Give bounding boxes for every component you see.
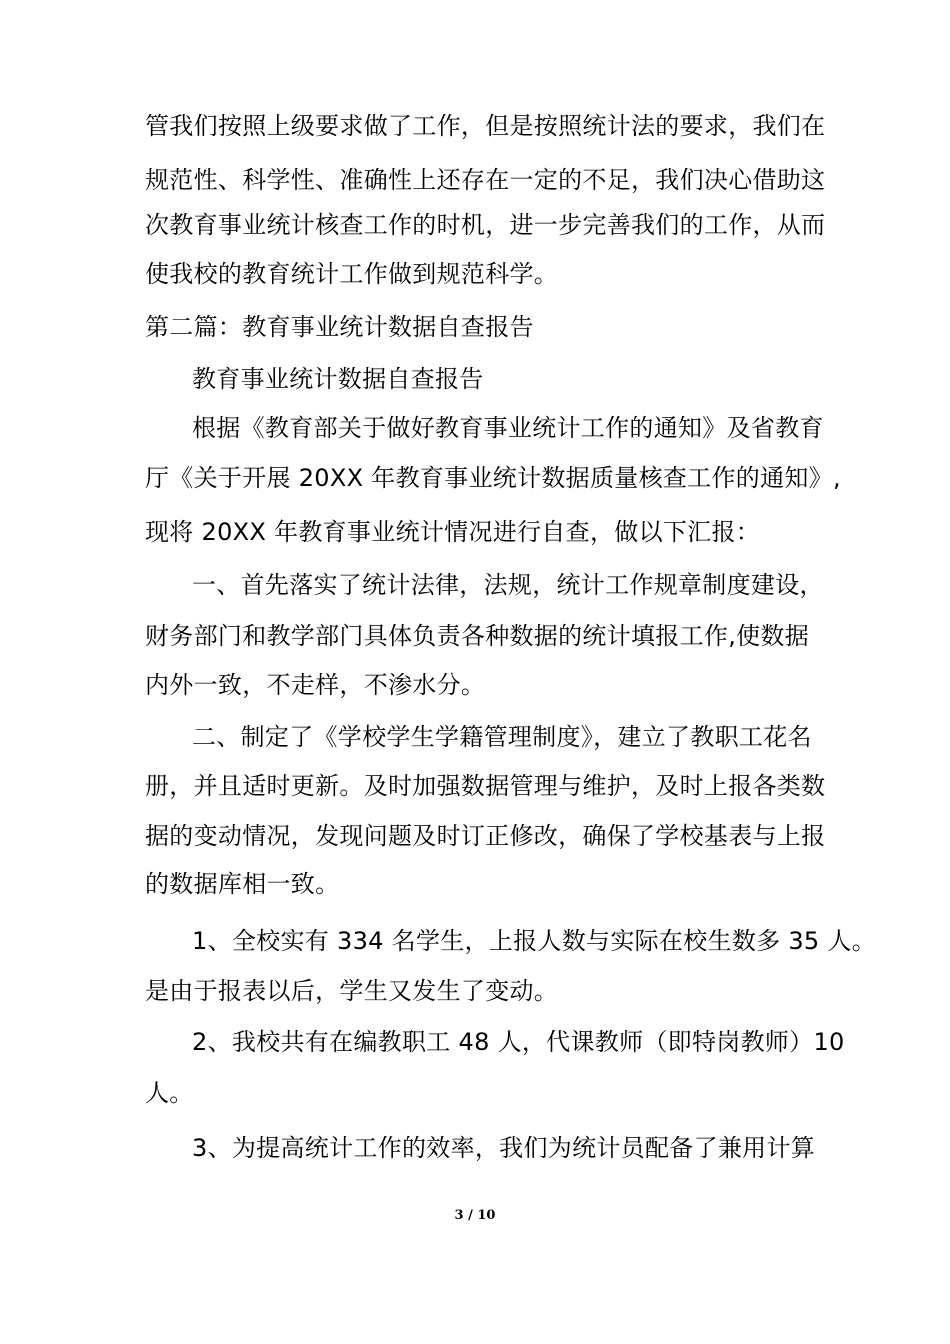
page-number: 3 / 10 xyxy=(454,1208,496,1223)
paragraph-line: 1、全校实有 334 名学生，上报人数与实际在校生数多 35 人。 xyxy=(192,927,877,955)
paragraph-line: 财务部门和教学部门具体负责各种数据的统计填报工作,使数据 xyxy=(145,622,810,650)
paragraph-line: 二、制定了《学校学生学籍管理制度》，建立了教职工花名 xyxy=(192,723,812,751)
paragraph-line: 使我校的教育统计工作做到规范科学。 xyxy=(145,260,559,288)
paragraph-line: 根据《教育部关于做好教育事业统计工作的通知》及省教育 xyxy=(192,414,824,442)
paragraph-line: 的数据库相一致。 xyxy=(145,870,340,898)
paragraph-line: 是由于报表以后，学生又发生了变动。 xyxy=(145,977,559,1005)
paragraph-line: 厅《关于开展 20XX 年教育事业统计数据质量核查工作的通知》, xyxy=(145,464,841,492)
document-title: 教育事业统计数据自查报告 xyxy=(192,365,484,393)
paragraph-line: 据的变动情况，发现问题及时订正修改，确保了学校基表与上报 xyxy=(145,822,826,850)
paragraph-line: 3、为提高统计工作的效率，我们为统计员配备了兼用计算 xyxy=(192,1134,816,1162)
paragraph-line: 一、首先落实了统计法律，法规，统计工作规章制度建设， xyxy=(192,571,824,599)
paragraph-line: 册，并且适时更新。及时加强数据管理与维护，及时上报各类数 xyxy=(145,772,826,800)
paragraph-line: 次教育事业统计核查工作的时机，进一步完善我们的工作，从而 xyxy=(145,211,826,239)
paragraph-line: 人。 xyxy=(145,1079,194,1107)
paragraph-line: 规范性、科学性、准确性上还存在一定的不足，我们决心借助这 xyxy=(145,166,826,194)
paragraph-line: 管我们按照上级要求做了工作，但是按照统计法的要求，我们在 xyxy=(145,112,826,140)
paragraph-line: 现将 20XX 年教育事业统计情况进行自查，做以下汇报： xyxy=(145,518,761,546)
section-heading: 第二篇：教育事业统计数据自查报告 xyxy=(145,313,534,341)
paragraph-line: 内外一致，不走样，不渗水分。 xyxy=(145,671,486,699)
paragraph-line: 2、我校共有在编教职工 48 人，代课教师（即特岗教师）10 xyxy=(192,1028,845,1056)
